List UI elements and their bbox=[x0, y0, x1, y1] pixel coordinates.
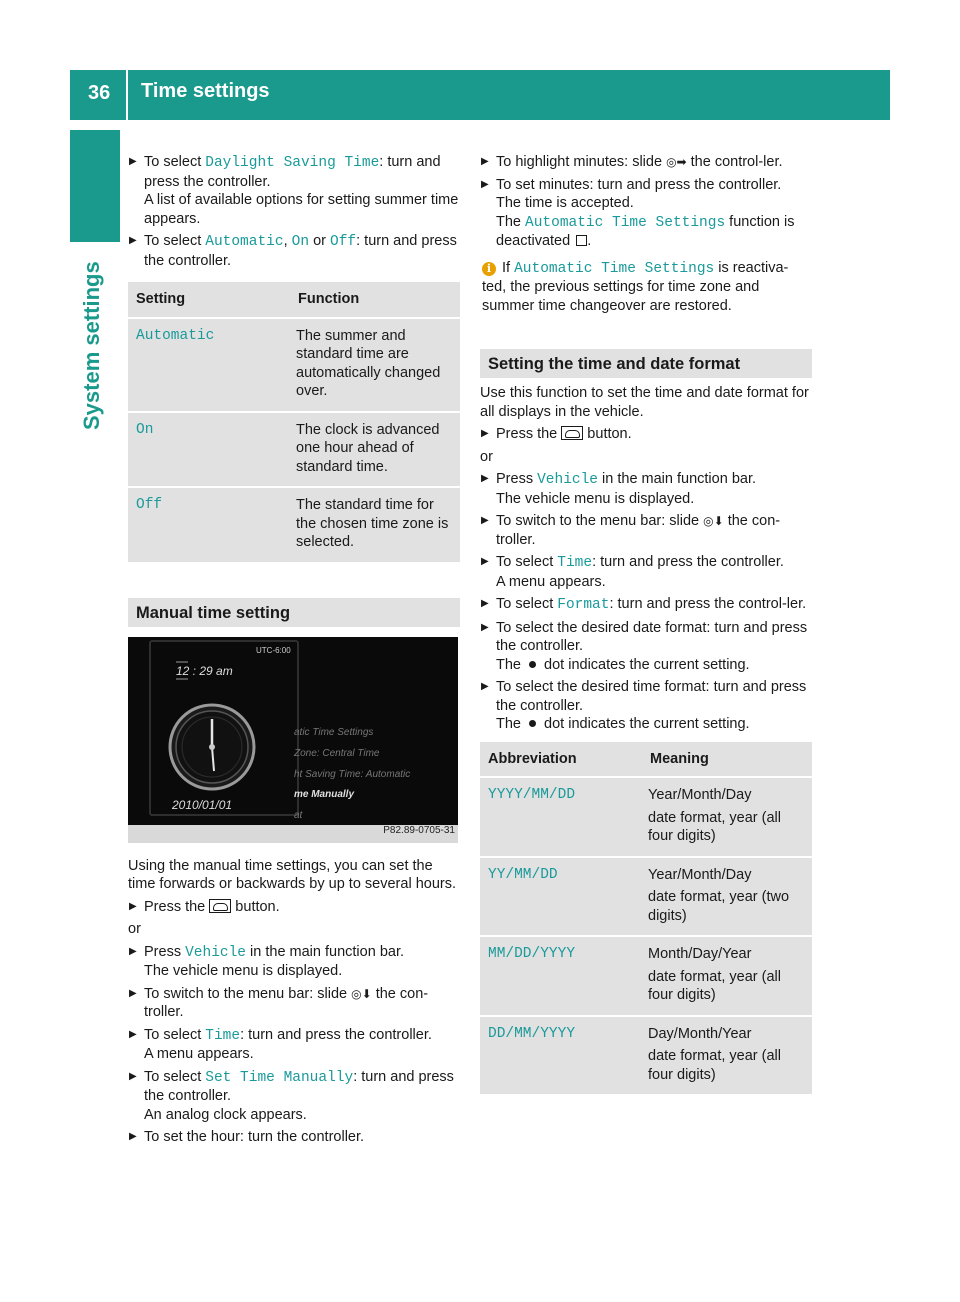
unchecked-checkbox-icon bbox=[576, 235, 587, 246]
sidebar-tab-block bbox=[70, 130, 120, 242]
table-cell-key: On bbox=[128, 413, 290, 489]
table-cell-key: DD/MM/YYYY bbox=[480, 1017, 642, 1097]
menu-code-time: Time bbox=[557, 555, 593, 571]
or-text: or bbox=[128, 921, 141, 937]
table-header-function: Function bbox=[290, 282, 460, 319]
menu-code-automatic: Automatic bbox=[205, 234, 284, 250]
section-intro: Use this function to set the time and date format for all displays in the vehicle. bbox=[480, 385, 809, 420]
step-set-minutes: ▶ To set minutes: turn and press the controller. The time is accepted. The Automatic Time Settings function is deactivated . bbox=[480, 176, 812, 251]
step-select-time: ▶ To select Time: turn and press the controller. A menu appears. bbox=[480, 553, 812, 591]
controller-slide-right-icon: ◎➡ bbox=[666, 155, 687, 169]
step-press-vehicle: ▶ Press Vehicle in the main function bar. The vehicle menu is displayed. bbox=[480, 470, 812, 508]
abbreviation-meaning-table bbox=[480, 742, 812, 1097]
menu-code-time: Time bbox=[205, 1027, 241, 1044]
step-select-format: ▶ To select Format: turn and press the control-ler. bbox=[480, 595, 812, 615]
step-press-button: ▶ Press the button. bbox=[480, 425, 812, 444]
page-header bbox=[70, 70, 890, 120]
step-select-date-format: ▶ To select the desired date format: turn and press the controller. The dot indicates the current setting. bbox=[480, 619, 812, 675]
display-screenshot bbox=[128, 637, 458, 843]
menu-code-vehicle: Vehicle bbox=[185, 944, 247, 961]
header-divider bbox=[126, 70, 128, 120]
step-set-hour: ▶ To set the hour: turn the controller. bbox=[128, 1128, 460, 1147]
screen-menu-item-selected: me Manually bbox=[294, 788, 355, 800]
step-press-button: ▶ Press the button. bbox=[128, 898, 460, 917]
manual-time-intro: Using the manual time settings, you can set the time forwards or backwards by up to several hours. bbox=[128, 857, 456, 892]
screen-time: 12 : 29 am bbox=[176, 663, 233, 678]
step-select-daylight: ▶ To select Daylight Saving Time: turn and press the controller. A list of available options for setting summer time appears. bbox=[128, 153, 460, 228]
table-cell-value: The clock is advanced one hour ahead of standard time. bbox=[290, 413, 460, 489]
screen-utc: UTC-6:00 bbox=[256, 645, 291, 655]
controller-slide-down-icon: ◎⬇ bbox=[351, 986, 372, 1001]
table-cell-value: Year/Month/Day date format, year (all four digits) bbox=[642, 778, 812, 858]
table-row bbox=[128, 413, 460, 489]
table-cell-value: Month/Day/Year date format, year (all four digits) bbox=[642, 937, 812, 1017]
table-cell-key: Automatic bbox=[128, 319, 290, 413]
step-press-vehicle: ▶ Press Vehicle in the main function bar. The vehicle menu is displayed. bbox=[128, 943, 460, 981]
section-title-manual-time: Manual time setting bbox=[128, 598, 460, 627]
menu-code-on: On bbox=[291, 234, 310, 250]
menu-code-format: Format bbox=[557, 597, 610, 613]
left-column bbox=[128, 153, 460, 1151]
table-row bbox=[480, 858, 812, 938]
table-cell-key: YYYY/MM/DD bbox=[480, 778, 642, 858]
menu-code-off: Off bbox=[330, 234, 357, 250]
table-row bbox=[480, 1017, 812, 1097]
menu-code-vehicle: Vehicle bbox=[537, 472, 599, 488]
table-row bbox=[480, 937, 812, 1017]
table-cell-key: Off bbox=[128, 488, 290, 564]
step-highlight-minutes: ▶ To highlight minutes: slide ◎➡ the control-ler. bbox=[480, 153, 812, 172]
setting-function-table bbox=[128, 282, 460, 564]
table-header-meaning: Meaning bbox=[642, 742, 812, 779]
table-row bbox=[480, 778, 812, 858]
vehicle-button-icon bbox=[209, 899, 231, 913]
table-cell-key: YY/MM/DD bbox=[480, 858, 642, 938]
step-switch-menu-bar: ▶ To switch to the menu bar: slide ◎⬇ the con-troller. bbox=[128, 985, 460, 1022]
menu-code-daylight-saving-time: Daylight Saving Time bbox=[205, 155, 380, 171]
table-cell-value: The standard time for the chosen time zone is selected. bbox=[290, 488, 460, 564]
or-text: or bbox=[480, 448, 493, 465]
section-title-time-date-format: Setting the time and date format bbox=[480, 349, 812, 378]
sidebar-section-label: System settings bbox=[79, 261, 104, 430]
table-cell-value: Year/Month/Day date format, year (two digits) bbox=[642, 858, 812, 938]
table-cell-value: Day/Month/Year date format, year (all four digits) bbox=[642, 1017, 812, 1097]
table-cell-key: MM/DD/YYYY bbox=[480, 937, 642, 1017]
menu-code-set-time-manually: Set Time Manually bbox=[205, 1069, 354, 1086]
step-select-option: ▶ To select Automatic, On or Off: turn and press the controller. bbox=[128, 232, 460, 270]
screenshot-code: P82.89-0705-31 bbox=[383, 825, 455, 836]
controller-slide-down-icon: ◎⬇ bbox=[703, 514, 724, 528]
step-select-time: ▶ To select Time: turn and press the controller. A menu appears. bbox=[128, 1026, 460, 1064]
menu-code-automatic-time-settings: Automatic Time Settings bbox=[525, 214, 726, 231]
screen-date: 2010/01/01 bbox=[172, 797, 233, 812]
step-switch-menu-bar: ▶ To switch to the menu bar: slide ◎⬇ the con-troller. bbox=[480, 512, 812, 549]
radio-dot-icon bbox=[529, 661, 536, 668]
screen-menu-item: atic Time Settings bbox=[294, 726, 374, 738]
step-select-set-time-manually: ▶ To select Set Time Manually: turn and press the controller. An analog clock appears. bbox=[128, 1068, 460, 1125]
clock-screenshot-svg bbox=[128, 637, 458, 843]
table-row bbox=[128, 488, 460, 564]
page-title: Time settings bbox=[141, 80, 270, 102]
vehicle-button-icon bbox=[561, 426, 583, 440]
screen-menu-item: ht Saving Time: Automatic bbox=[294, 768, 411, 780]
table-row bbox=[128, 319, 460, 413]
table-header-setting: Setting bbox=[128, 282, 290, 319]
page-number: 36 bbox=[88, 82, 111, 104]
screen-menu-item: at bbox=[294, 809, 303, 821]
menu-code-automatic-time-settings: Automatic Time Settings bbox=[514, 260, 715, 277]
radio-dot-icon bbox=[529, 720, 536, 727]
right-column bbox=[480, 153, 812, 1102]
screen-menu-item: Zone: Central Time bbox=[294, 747, 380, 759]
table-header-abbreviation: Abbreviation bbox=[480, 742, 642, 779]
table-cell-value: The summer and standard time are automatically changed over. bbox=[290, 319, 460, 413]
info-note: i If Automatic Time Settings is reactiva-ted, the previous settings for time zone and summer time changeover are restored. bbox=[482, 259, 789, 314]
step-select-time-format: ▶ To select the desired time format: turn and press the controller. The dot indicates the current setting. bbox=[480, 678, 812, 734]
info-icon: i bbox=[482, 262, 496, 276]
